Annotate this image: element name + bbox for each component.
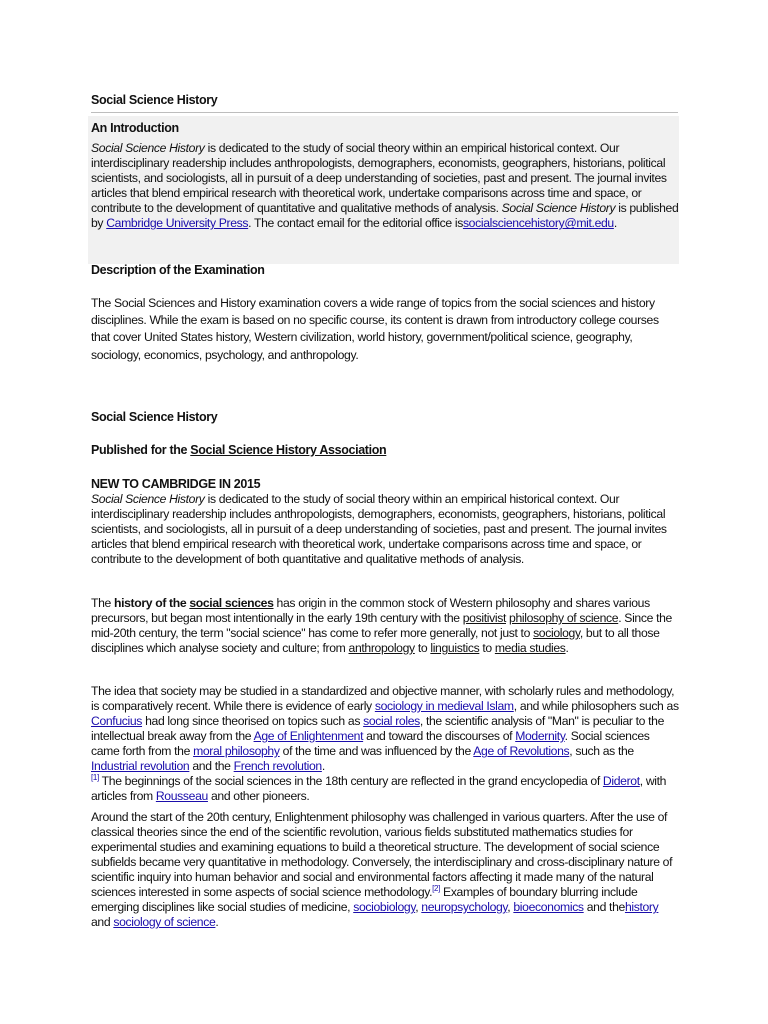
age-of-enlightenment-link[interactable]: Age of Enlightenment (253, 729, 364, 744)
text-run: , with articles from (91, 774, 667, 804)
history-link[interactable]: history (624, 900, 659, 915)
anthropology-link[interactable]: anthropology (348, 641, 415, 656)
positivist-link[interactable]: positivist (462, 611, 506, 626)
intro-heading: An Introduction (91, 121, 179, 135)
linguistics-link[interactable]: linguistics (430, 641, 480, 656)
text-run: The (91, 596, 114, 610)
neuropsychology-link[interactable]: neuropsychology (421, 900, 508, 915)
text-run: has origin in the common stock of Western philosophy and shares various precursors, but began most intentionally in the early 19th century with the (91, 596, 650, 626)
text-run: , and while philosophers such as (513, 699, 679, 714)
text-run: . Social sciences came forth from the (91, 729, 650, 759)
email-link[interactable]: socialsciencehistory@mit.edu (462, 216, 614, 231)
text-run: to (479, 641, 495, 656)
text-run: of the time and was influenced by the (279, 744, 474, 759)
journal-name-3: Social Science History (91, 492, 205, 506)
confucius-link[interactable]: Confucius (91, 714, 143, 729)
reference-2[interactable]: [2] (432, 884, 440, 894)
text-run: and toward the discourses of (363, 729, 516, 744)
intro-text-2: is published by (91, 201, 679, 231)
section-title: Social Science History (91, 410, 218, 424)
journal-name-2: Social Science History (501, 201, 616, 216)
published-for-line (91, 443, 386, 457)
bioeconomics-link[interactable]: bioeconomics (513, 900, 584, 915)
history-paragraph (91, 596, 679, 656)
around-paragraph (91, 810, 679, 930)
rousseau-link[interactable]: Rousseau (155, 789, 208, 804)
social-sciences-link[interactable]: social sciences (189, 596, 274, 610)
sociology-of-science-link[interactable]: sociology of science (113, 915, 216, 930)
media-studies-link[interactable]: media studies (494, 641, 566, 656)
publisher-link[interactable]: Cambridge University Press (106, 216, 249, 231)
journal-paragraph (91, 492, 679, 567)
intro-text-1: is dedicated to the study of social theory within an empirical historical context. Our interdisciplinary readership includes anthropologists, demographers, economists, geographers, historians, political scientists, and sociologists, all in pursuit of a deep understanding of societies, past and present. The journal invites articles that blend empirical research with theoretical work, undertake comparisons across time and space, or contribute to the development of quantitative and qualitative methods of analysis. (91, 141, 667, 216)
text-run: , the scientific analysis of "Man" is peculiar to the intellectual break away from the (91, 714, 665, 744)
journal-text: is dedicated to the study of social theory within an empirical historical context. Our interdisciplinary readership includes anthropologists, demographers, economists, geographers, historians, political scientists, and sociologists, all in pursuit of a deep understanding of societies, past and present. The journal invites articles that blend empirical research with theoretical work, undertake comparisons across time and space, or contribute to the development of both quantitative and qualitative methods of analysis. (91, 492, 667, 567)
page-title: Social Science History (91, 93, 218, 107)
sociology-link[interactable]: sociology (533, 626, 580, 641)
journal-name: Social Science History (91, 141, 205, 155)
industrial-revolution-link[interactable]: Industrial revolution (91, 759, 190, 774)
philosophy-of-science-link[interactable]: philosophy of science (509, 611, 619, 626)
text-run: , (507, 900, 514, 915)
text-run: and other pioneers. (207, 789, 310, 804)
intro-paragraph (91, 141, 679, 231)
text-run: to (414, 641, 431, 656)
text-run: Examples of boundary blurring include emerging disciplines like social studies of medicine, (91, 885, 638, 915)
text-run: Around the start of the 20th century, Enlightenment philosophy was challenged in various quarters. After the use of classical theories since the end of the scientific revolution, various fields substituted mathematics studies for experimental studies and examining equations to build a theoretical structure. The development of social science subfields became very quantitative in methodology. Conversely, the interdisciplinary and cross-disciplinary nature of scientific inquiry into human behavior and social and environmental factors affecting it made many of the natural sciences interested in some aspects of social science methodology. (91, 810, 673, 900)
text-run: and the (583, 900, 625, 915)
reference-1[interactable]: [1] (91, 773, 99, 783)
modernity-link[interactable]: Modernity (515, 729, 565, 744)
text-run: . Since the mid-20th century, the term "social science" has come to refer more generally, not just to (91, 611, 672, 641)
text-run: , such as the (569, 744, 634, 759)
age-of-revolutions-link[interactable]: Age of Revolutions (473, 744, 570, 759)
new-to-cambridge-heading: NEW TO CAMBRIDGE IN 2015 (91, 477, 261, 491)
sociology-in-medieval-islam-link[interactable]: sociology in medieval Islam (374, 699, 514, 714)
title-divider (91, 112, 678, 113)
text-run: . (565, 641, 569, 656)
intro-text-3: . The contact email for the editorial office is (248, 216, 463, 231)
french-revolution-link[interactable]: French revolution (233, 759, 322, 774)
description-paragraph: The Social Sciences and History examination covers a wide range of topics from the social sciences and history disciplines. While the exam is based on no specific course, its content is drawn from introductory college courses that cover United States history, Western civilization, world history, government/political science, geography, sociology, economics, psychology, and anthropology. (91, 296, 659, 362)
text-run: The idea that society may be studied in a standardized and objective manner, with scholarly rules and methodology, is comparatively recent. While there is evidence of early (91, 684, 675, 714)
diderot-link[interactable]: Diderot (602, 774, 640, 789)
association-link[interactable]: Social Science History Association (190, 443, 387, 457)
text-run: and the (189, 759, 234, 774)
description-heading: Description of the Examination (91, 263, 265, 277)
text-run: The beginnings of the social sciences in the 18th century are reflected in the grand encyclopedia of (98, 774, 603, 789)
idea-paragraph (91, 684, 679, 804)
text-run: , but to all those disciplines which analyse society and culture; from (91, 626, 660, 656)
moral-philosophy-link[interactable]: moral philosophy (193, 744, 280, 759)
text-run: , (415, 900, 422, 915)
text-run: had long since theorised on topics such as (142, 714, 364, 729)
sociobiology-link[interactable]: sociobiology (353, 900, 416, 915)
social-roles-link[interactable]: social roles (363, 714, 420, 729)
bold-run: history of the (114, 596, 190, 610)
text-run: . (215, 915, 219, 930)
text-run: and (91, 915, 114, 930)
text-run: . (321, 759, 325, 774)
published-prefix: Published for the (91, 443, 191, 457)
intro-text-4: . (613, 216, 617, 231)
